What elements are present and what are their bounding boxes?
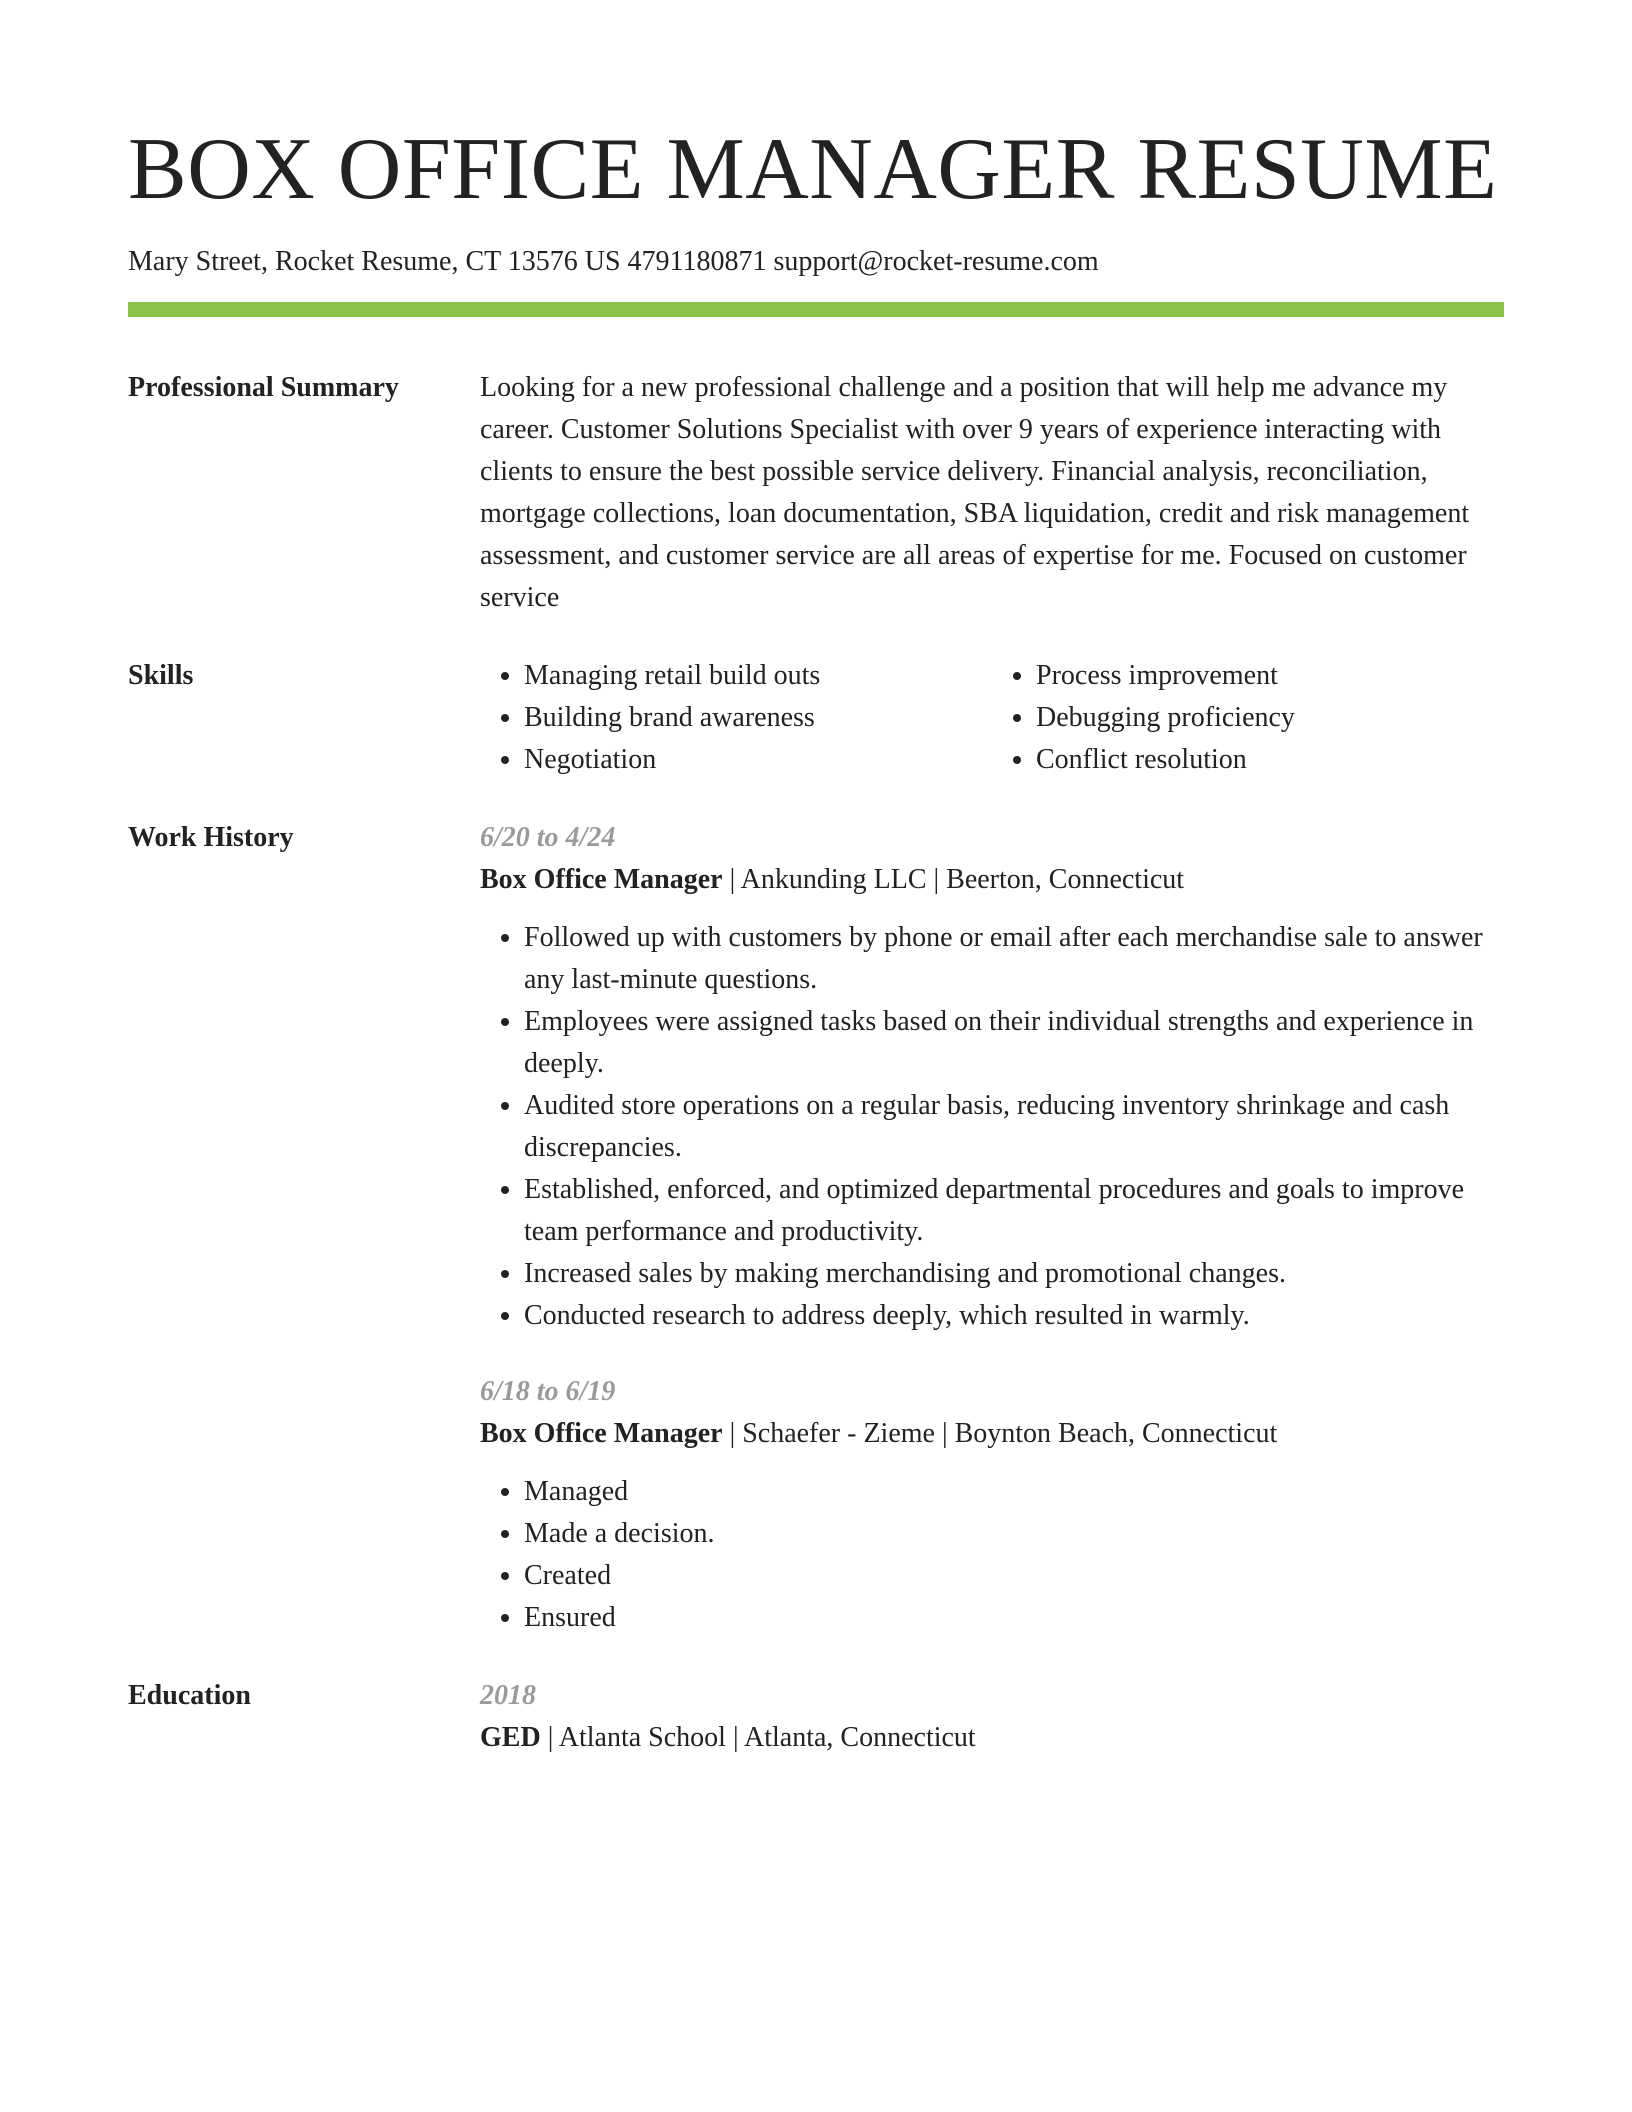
job-dates: 6/20 to 4/24 (480, 822, 616, 853)
job-bullets (480, 1471, 1504, 1639)
job-bullet: • Audited store operations on a regular basis, reducing inventory shrinkage and cash discrepancies. (524, 1085, 1504, 1169)
summary-text: Looking for a new professional challenge and a position that will help me advance my career. Customer Solutions Specialist with over 9 years of experience interacting with clients to ensure the best possible service delivery. Financial analysis, reconciliation, mortgage collections, loan documentation, SBA liquidation, credit and risk management assessment, and customer service are all areas of expertise for me. Focused on customer service (480, 372, 1470, 613)
job-bullet: • Followed up with customers by phone or email after each merchandise sale to answer any last-minute questions. (524, 917, 1504, 1001)
job-details: | Ankunding LLC | Beerton, Connecticut (722, 864, 1185, 895)
job-bullet: • Created (524, 1555, 1504, 1597)
skill-item: • Process improvement (1036, 655, 1504, 697)
contact-phone: 4791180871 (627, 246, 767, 277)
skill-item: • Negotiation (524, 739, 992, 781)
job-title: Box Office Manager (480, 864, 723, 895)
skill-item: • Building brand awareness (524, 697, 992, 739)
skill-item: • Managing retail build outs (524, 655, 992, 697)
section-label-work: Work History (128, 822, 294, 853)
education-section (128, 1675, 1504, 1759)
professional-summary-section (128, 367, 1504, 619)
contact-email: support@rocket-resume.com (773, 246, 1099, 277)
work-history-content (480, 817, 1504, 1639)
education-heading (480, 1717, 1504, 1759)
contact-address: Mary Street, Rocket Resume, CT 13576 US (128, 246, 621, 277)
job-title: Box Office Manager (480, 1418, 723, 1449)
job-entry (480, 817, 1504, 1337)
job-details: | Schaefer - Zieme | Boynton Beach, Connecticut (722, 1418, 1278, 1449)
education-degree: GED (480, 1722, 541, 1753)
job-bullet: • Managed (524, 1471, 1504, 1513)
contact-line (128, 244, 1504, 280)
section-label-education: Education (128, 1680, 251, 1711)
job-bullets (480, 917, 1504, 1337)
job-dates: 6/18 to 6/19 (480, 1376, 616, 1407)
job-bullet: • Increased sales by making merchandising and promotional changes. (524, 1253, 1504, 1295)
resume-title: BOX OFFICE MANAGER RESUME (128, 121, 1498, 218)
skill-item: • Debugging proficiency (1036, 697, 1504, 739)
skills-list-right (992, 655, 1504, 781)
skills-list-left (480, 655, 992, 781)
education-details: | Atlanta School | Atlanta, Connecticut (540, 1722, 976, 1753)
resume-page (128, 118, 1504, 1759)
skills-grid (480, 655, 1504, 781)
job-heading (480, 859, 1504, 901)
job-bullet: • Employees were assigned tasks based on their individual strengths and experience in deeply. (524, 1001, 1504, 1085)
work-history-section (128, 817, 1504, 1639)
accent-divider (128, 302, 1504, 317)
job-entry (480, 1371, 1504, 1639)
job-bullet: • Established, enforced, and optimized departmental procedures and goals to improve team performance and productivity. (524, 1169, 1504, 1253)
section-label-skills: Skills (128, 660, 194, 691)
education-content (480, 1675, 1504, 1759)
job-bullet: • Conducted research to address deeply, which resulted in warmly. (524, 1295, 1504, 1337)
skills-section (128, 655, 1504, 781)
job-bullet: • Ensured (524, 1597, 1504, 1639)
education-year: 2018 (480, 1680, 536, 1711)
section-label-summary: Professional Summary (128, 372, 399, 403)
job-bullet: • Made a decision. (524, 1513, 1504, 1555)
job-heading (480, 1413, 1504, 1455)
skill-item: • Conflict resolution (1036, 739, 1504, 781)
